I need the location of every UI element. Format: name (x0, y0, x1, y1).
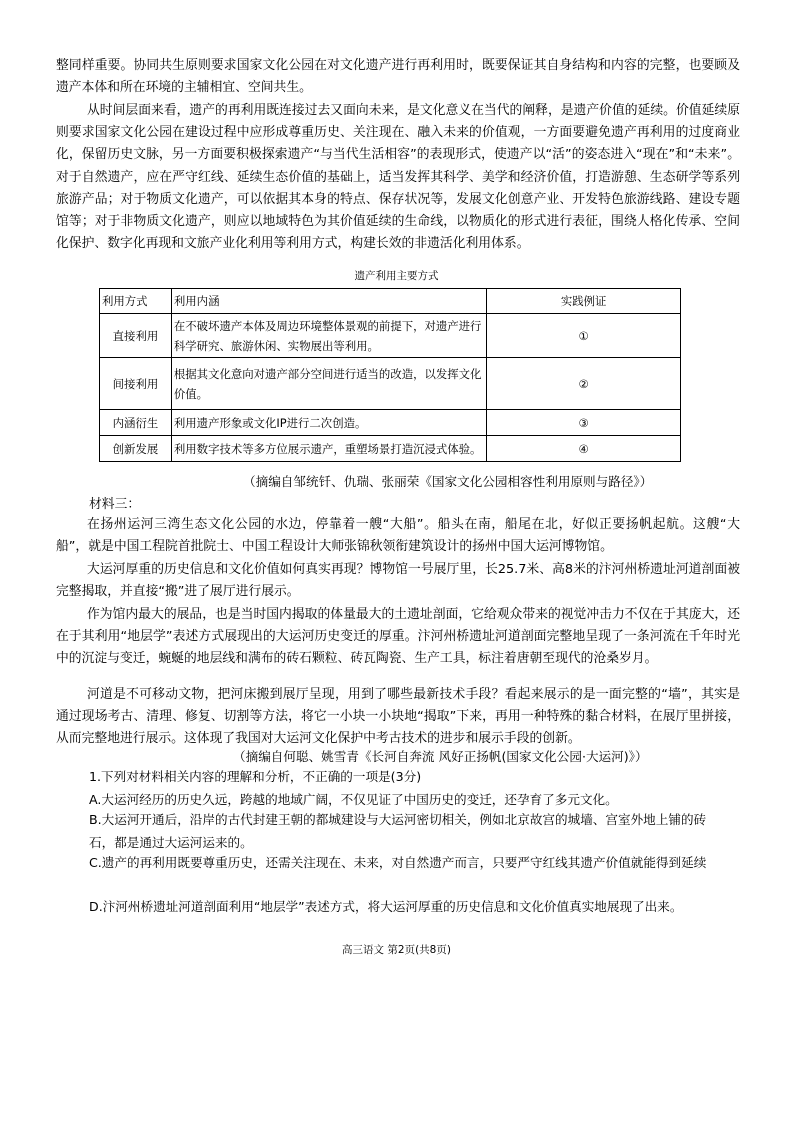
heritage-use-table (99, 288, 681, 462)
paragraph-largest-exhibit: 作为馆内最大的展品，也是当时国内揭取的体量最大的土遗址剖面，它给观众带来的视觉冲击力不仅在于其庞大，还在于其利用“地层学”表述方式展现出的大运河历史变迁的厚重。汴河州桥遗址河道剖面完整地呈现了一条河流在千年时光中的沉淀与变迁，蜿蜒的地层线和满布的砖石颗粒、砖瓦陶瓷、生产工具，标注着唐朝至现代的沧桑岁月。 (56, 607, 740, 667)
table-header-cell: 利用方式 (100, 289, 172, 314)
paragraph-cogrowth: 整同样重要。协同共生原则要求国家文化公园在对文化遗产进行再利用时，既要保证其自身结构和内容的完整，也要顾及遗产本体和所在环境的主辅相宜、空间共生。 (56, 58, 740, 96)
table-row (100, 358, 681, 410)
table-row (100, 410, 681, 436)
option-a: A.大运河经历的历史久远，跨越的地域广阔，不仅见证了中国历史的变迁，还孕育了多元文化。 (89, 792, 618, 807)
option-b: B.大运河开通后，沿岸的古代封建王朝的都城建设与大运河密切相关，例如北京故宫的城墙、宫室外地上铺的砖石，都是通过大运河运来的。 (89, 812, 707, 850)
table-cell-desc: 根据其文化意向对遗产部分空间进行适当的改造，以发挥文化价值。 (171, 358, 486, 410)
table-cell-mode: 直接利用 (100, 314, 172, 358)
table-cell-example: ③ (487, 410, 681, 436)
table-cell-mode: 创新发展 (100, 436, 172, 462)
table-cell-desc: 利用遗产形象或文化IP进行二次创造。 (171, 410, 486, 436)
table-cell-desc: 利用数字技术等多方位展示遗产，重塑场景打造沉浸式体验。 (171, 436, 486, 462)
material-3-label: 材料三： (89, 497, 141, 512)
paragraph-history-reproduction: 大运河厚重的历史信息和文化价值如何真实再现？博物馆一号展厅里，长25.7米、高8米的汴河州桥遗址河道剖面被完整揭取，并直接“搬”进了展厅进行展示。 (56, 562, 740, 600)
option-c: C.遗产的再利用既要尊重历史，还需关注现在、未来，对自然遗产而言，只要严守红线其遗产价值就能得到延续 (89, 855, 707, 870)
paragraph-relocation-technique: 河道是不可移动文物，把河床搬到展厅呈现，用到了哪些最新技术手段？看起来展示的是一面完整的“墙”，其实是通过现场考古、清理、修复、切割等方法，将它一小块一小块地“揭取”下来，再用一种特殊的黏合材料，在展厅里拼接，从而完整地进行展示。这体现了我国对大运河文化保护中考古技术的进步和展示手段的创新。 (56, 687, 740, 747)
source-citation-2: （摘编自何聪、姚雪青《长河自奔流 风好正扬帆(国家文化公园·大运河)》） (233, 749, 648, 764)
paragraph-grand-canal-museum: 在扬州运河三湾生态文化公园的水边，停靠着一艘“大船”。船头在南，船尾在北，好似正要扬帆起航。这艘“大船”，就是中国工程院首批院士、中国工程设计大师张锦秋领衔建筑设计的扬州中国大运河博物馆。 (56, 517, 740, 555)
table-row (100, 314, 681, 358)
table-header-row (100, 289, 681, 314)
table-row (100, 436, 681, 462)
question-stem: 1.下列对材料相关内容的理解和分析，不正确的一项是(3分) (89, 769, 422, 784)
source-citation-1: （摘编自邹统钎、仇瑞、张丽荣《国家文化公园相容性利用原则与路径》） (243, 474, 653, 489)
option-d: D.汴河州桥遗址河道剖面利用“地层学”表述方式，将大运河厚重的历史信息和文化价值真实地展现了出来。 (89, 899, 683, 914)
paragraph-time-dimension: 从时间层面来看，遗产的再利用既连接过去又面向未来，是文化意义在当代的阐释，是遗产价值的延续。价值延续原则要求国家文化公园在建设过程中应形成尊重历史、关注现在、融入未来的价值观，一方面要避免遗产再利用的过度商业化，保留历史文脉，另一方面要积极探索遗产“与当代生活相容”的表现形式，使遗产以“活”的姿态进入“现在”和“未来”。对于自然遗产，应在严守红线、延续生态价值的基础上，适当发挥其科学、美学和经济价值，打造游憩、生态研学等系列旅游产品；对于物质文化遗产，可以依据其本身的特点、保存状况等，发展文化创意产业、开发特色旅游线路、建设专题馆等；对于非物质文化遗产，则应以地域特色为其价值延续的生命线，以物质化的形式进行表征，围绕人格化传承、空间化保护、数字化再现和文旅产业化利用等利用方式，构建长效的非遗活化利用体系。 (56, 103, 740, 252)
table-header-cell: 实践例证 (487, 289, 681, 314)
table-header-cell: 利用内涵 (171, 289, 486, 314)
table-cell-example: ④ (487, 436, 681, 462)
table-cell-example: ① (487, 314, 681, 358)
table-caption: 遗产利用主要方式 (354, 270, 439, 282)
table-cell-mode: 内涵衍生 (100, 410, 172, 436)
table-cell-example: ② (487, 358, 681, 410)
page-footer: 高三语文 第2页(共8页) (342, 944, 451, 956)
table-cell-desc: 在不破坏遗产本体及周边环境整体景观的前提下，对遗产进行科学研究、旅游休闲、实物展出等利用。 (171, 314, 486, 358)
table-cell-mode: 间接利用 (100, 358, 172, 410)
